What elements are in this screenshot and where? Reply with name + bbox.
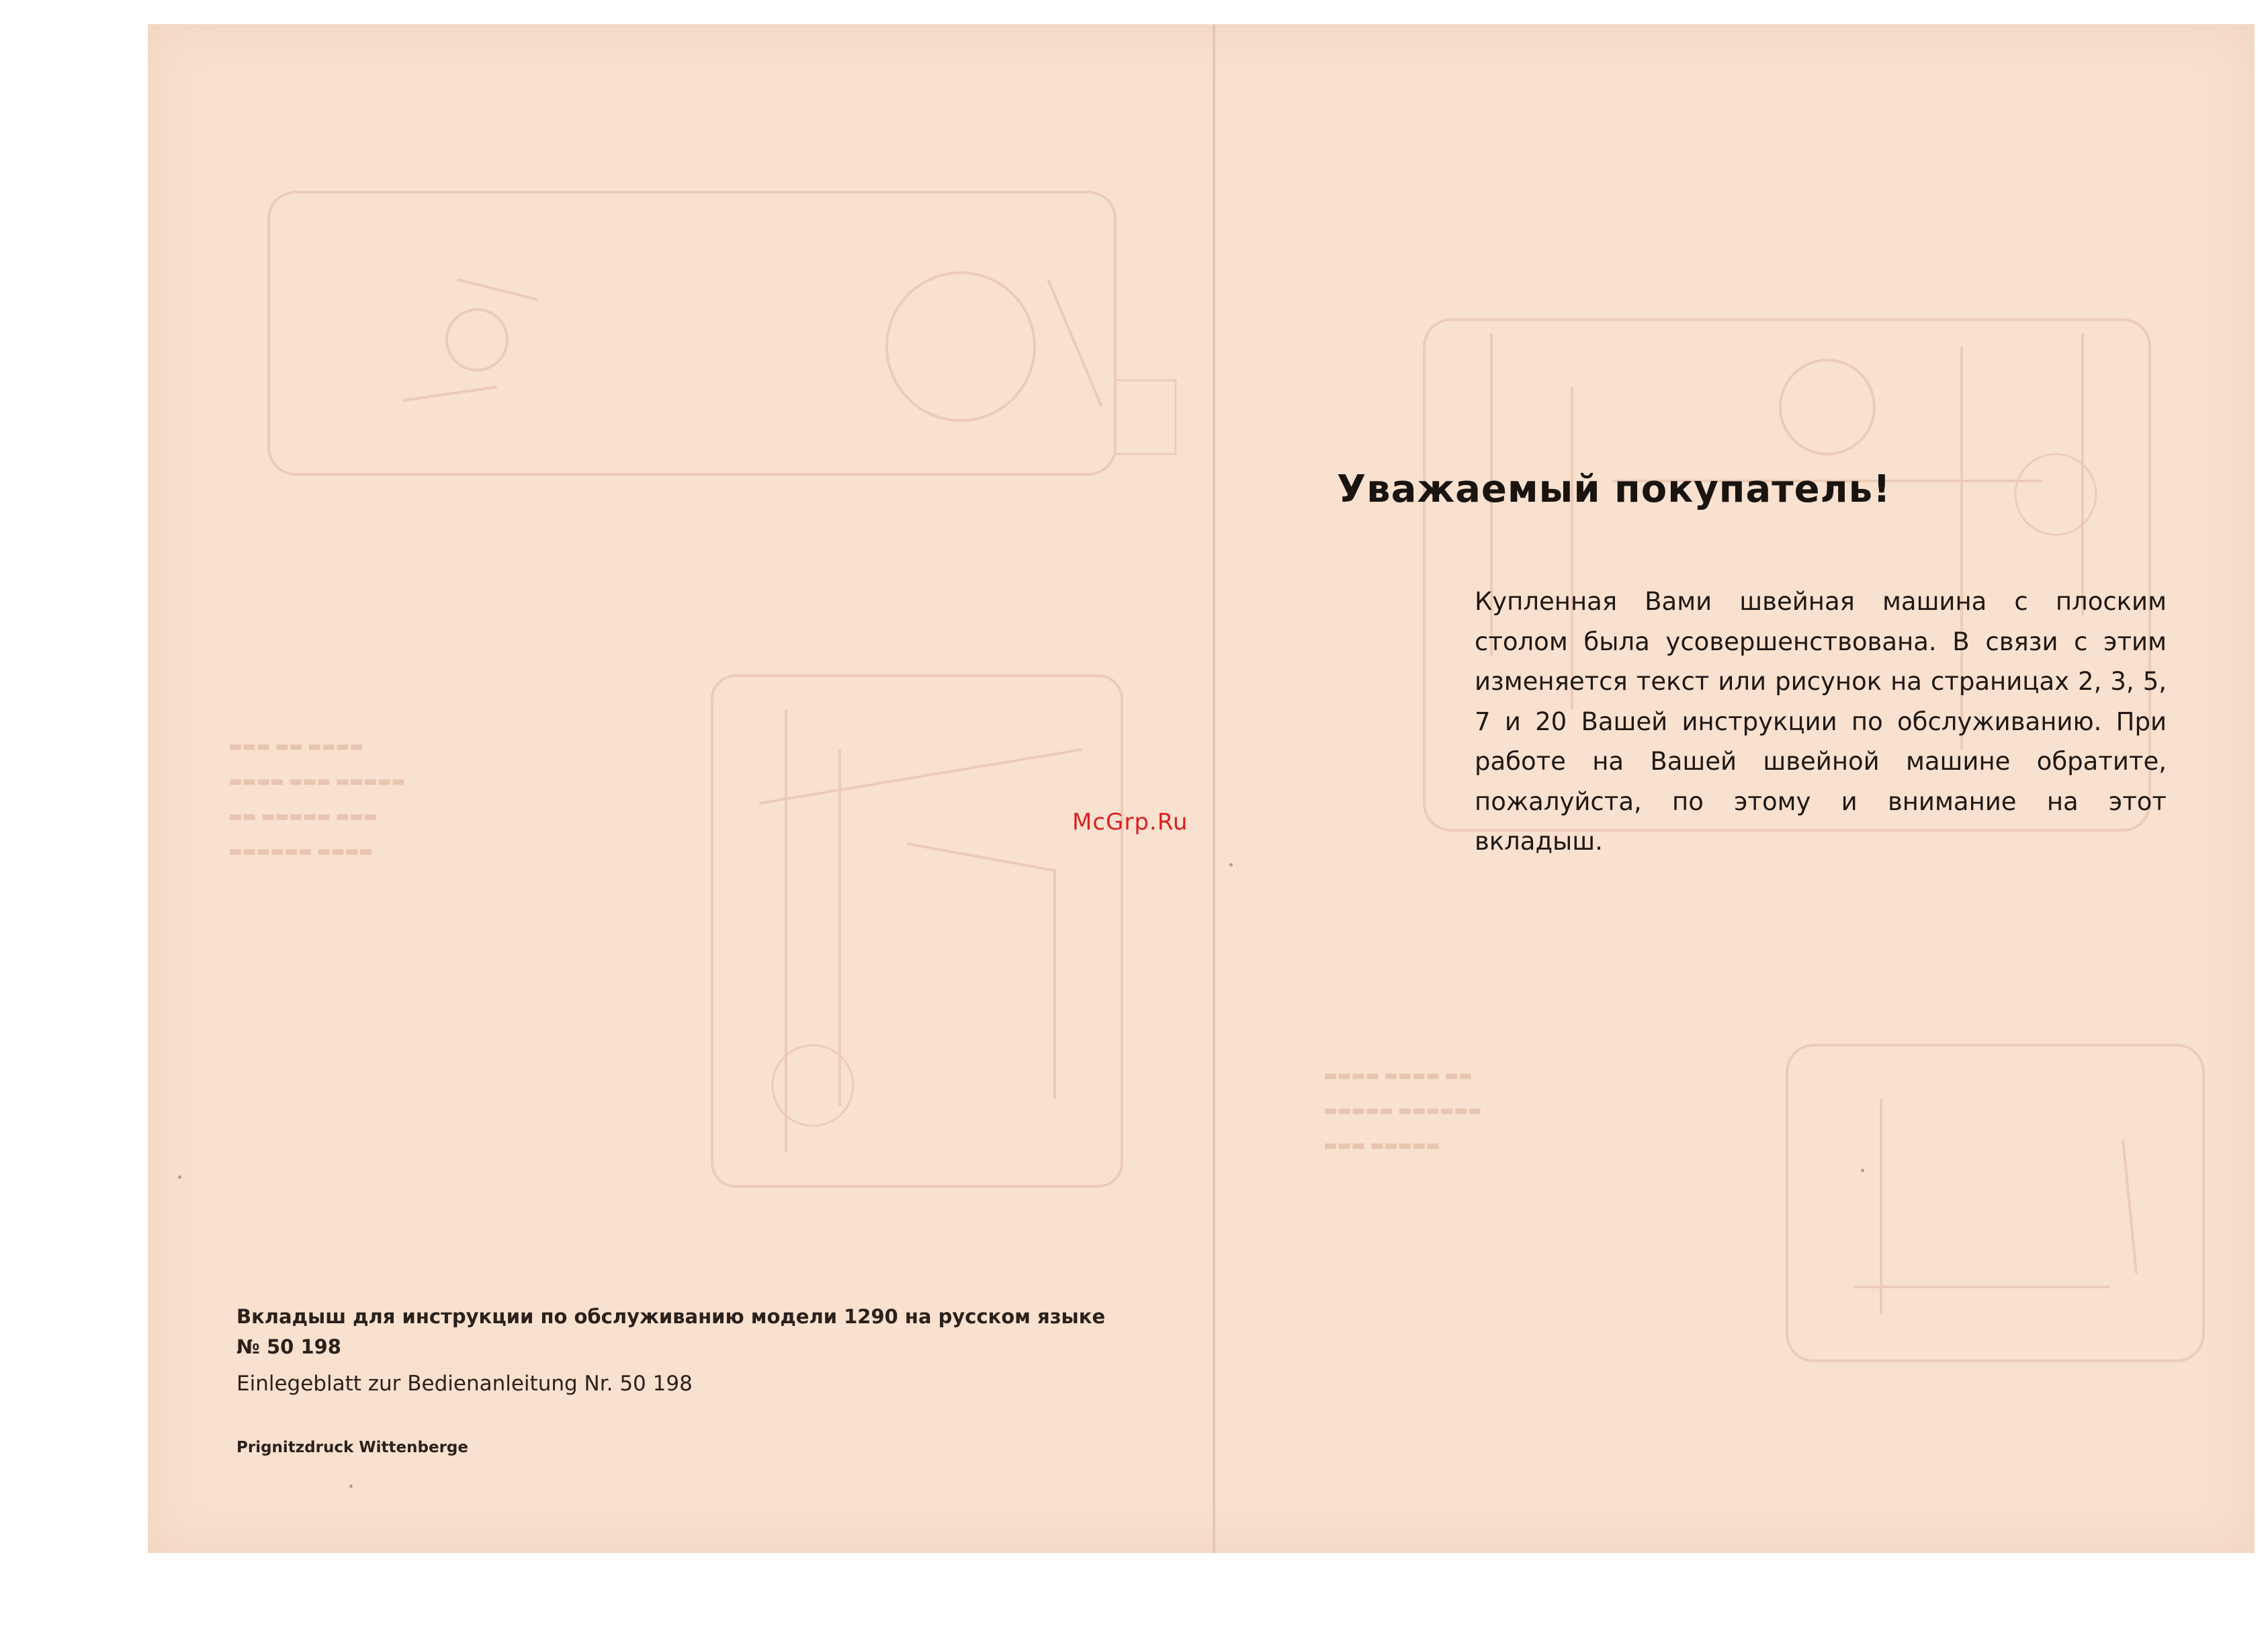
speck: [1229, 863, 1233, 866]
show-through-text-left: ▬▬▬ ▬▬ ▬▬▬▬ ▬▬▬▬ ▬▬▬ ▬▬▬▬▬ ▬▬ ▬▬▬▬▬ ▬▬▬ ▬▬▬▬▬▬ ▬▬▬▬: [228, 738, 406, 860]
insert-note-german: Einlegeblatt zur Bedienanleitung Nr. 50 198: [236, 1372, 693, 1396]
show-through-illustration-top-left: [255, 179, 1263, 555]
printer-imprint: Prignitzdruck Wittenberge: [236, 1439, 468, 1456]
speck: [349, 1484, 353, 1488]
watermark: McGrp.Ru: [1072, 809, 1188, 836]
show-through-illustration-bottom-right: [1774, 1032, 2230, 1408]
speck: [178, 1175, 181, 1179]
speck: [1861, 1169, 1864, 1172]
show-through-text-right: ▬▬▬▬ ▬▬▬▬ ▬▬ ▬▬▬▬▬ ▬▬▬▬▬▬ ▬▬▬ ▬▬▬▬▬: [1323, 1067, 1482, 1154]
page-heading: Уважаемый покупатель!: [1337, 468, 1891, 511]
notice-paragraph: Купленная Вами швейная машина с плоским столом была усовершенствована. В связи с этим изменяется текст или рисунок на страницах 2, 3, 5, 7 и 20 Вашей инструкции по обслуживанию. При работе на Вашей швейной машине обратите, пожалуйста, по этому и внимание на этот вкладыш.: [1475, 587, 2167, 856]
show-through-illustration-mid-left: [705, 669, 1135, 1220]
insert-note-russian: Вкладыш для инструкции по обслуживанию модели 1290 на русском языке № 50 198: [236, 1305, 1106, 1358]
